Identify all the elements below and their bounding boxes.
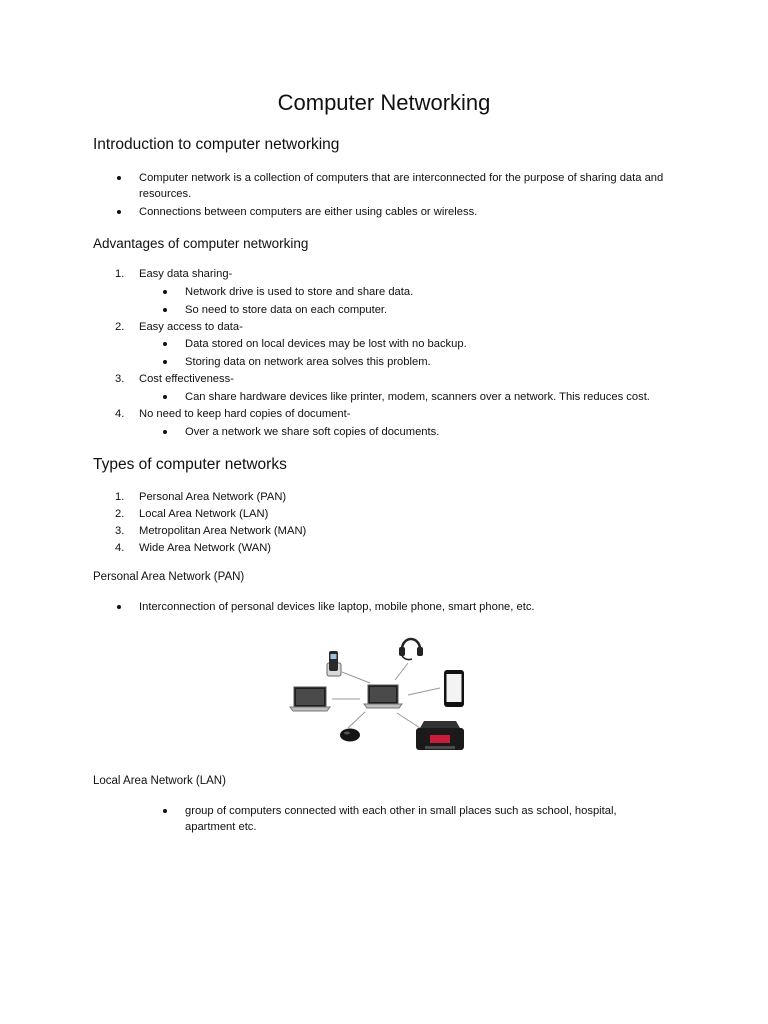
connector-line — [408, 688, 440, 695]
lan-bullet-1: group of computers connected with each other in small places such as school, hospital, apartment etc. — [185, 805, 617, 833]
connector-line — [397, 713, 420, 728]
list-number: 1. — [115, 491, 125, 503]
intro-heading: Introduction to computer networking — [93, 136, 340, 153]
type-item-4: Wide Area Network (WAN) — [139, 542, 271, 554]
list-number: 1. — [115, 268, 125, 280]
type-item-3: Metropolitan Area Network (MAN) — [139, 525, 307, 537]
lan-heading: Local Area Network (LAN) — [93, 775, 226, 787]
advantage-item-3: Cost effectiveness- — [139, 373, 234, 385]
advantage-3-sub-1: Can share hardware devices like printer, modem, scanners over a network. This reduces cost. — [185, 391, 650, 403]
page-title: Computer Networking — [277, 90, 491, 115]
connector-line — [342, 672, 370, 683]
advantages-heading: Advantages of computer networking — [93, 236, 309, 251]
list-number: 4. — [115, 408, 125, 420]
central-laptop-icon — [364, 685, 402, 708]
sub-bullet-marker — [163, 395, 167, 399]
advantage-item-2: Easy access to data- — [139, 321, 243, 333]
pan-diagram — [280, 625, 480, 760]
sub-bullet-marker — [163, 342, 167, 346]
list-number: 3. — [115, 373, 125, 385]
advantage-2-sub-1: Data stored on local devices may be lost with no backup. — [185, 338, 467, 350]
advantage-2-sub-2: Storing data on network area solves this problem. — [185, 356, 431, 368]
bullet-marker — [163, 809, 167, 813]
advantage-1-sub-2: So need to store data on each computer. — [185, 304, 388, 316]
sub-bullet-marker — [163, 360, 167, 364]
type-item-1: Personal Area Network (PAN) — [139, 491, 287, 503]
type-item-2: Local Area Network (LAN) — [139, 508, 269, 520]
bullet-marker — [117, 605, 121, 609]
laptop-icon — [290, 687, 330, 711]
sub-bullet-marker — [163, 308, 167, 312]
list-number: 3. — [115, 525, 125, 537]
mouse-icon — [340, 729, 360, 742]
connector-line — [348, 712, 365, 728]
printer-icon — [416, 721, 464, 750]
advantage-item-1: Easy data sharing- — [139, 268, 233, 280]
types-heading: Types of computer networks — [93, 456, 287, 473]
list-number: 4. — [115, 542, 125, 554]
sub-bullet-marker — [163, 430, 167, 434]
cordless-phone-icon — [327, 651, 341, 676]
intro-bullet-2: Connections between computers are either using cables or wireless. — [139, 206, 478, 218]
list-number: 2. — [115, 508, 125, 520]
advantage-1-sub-1: Network drive is used to store and share data. — [185, 286, 414, 298]
intro-bullet-1: Computer network is a collection of computers that are interconnected for the purpose of sharing data and resources. — [139, 172, 664, 200]
pan-bullet-1: Interconnection of personal devices like laptop, mobile phone, smart phone, etc. — [139, 601, 535, 613]
smartphone-icon — [444, 670, 464, 707]
advantage-4-sub-1: Over a network we share soft copies of documents. — [185, 426, 440, 438]
pan-heading: Personal Area Network (PAN) — [93, 571, 245, 583]
advantage-item-4: No need to keep hard copies of document- — [139, 408, 351, 420]
bullet-marker — [117, 176, 121, 180]
list-number: 2. — [115, 321, 125, 333]
headset-icon — [399, 639, 423, 660]
connector-line — [395, 663, 408, 680]
sub-bullet-marker — [163, 290, 167, 294]
bullet-marker — [117, 210, 121, 214]
